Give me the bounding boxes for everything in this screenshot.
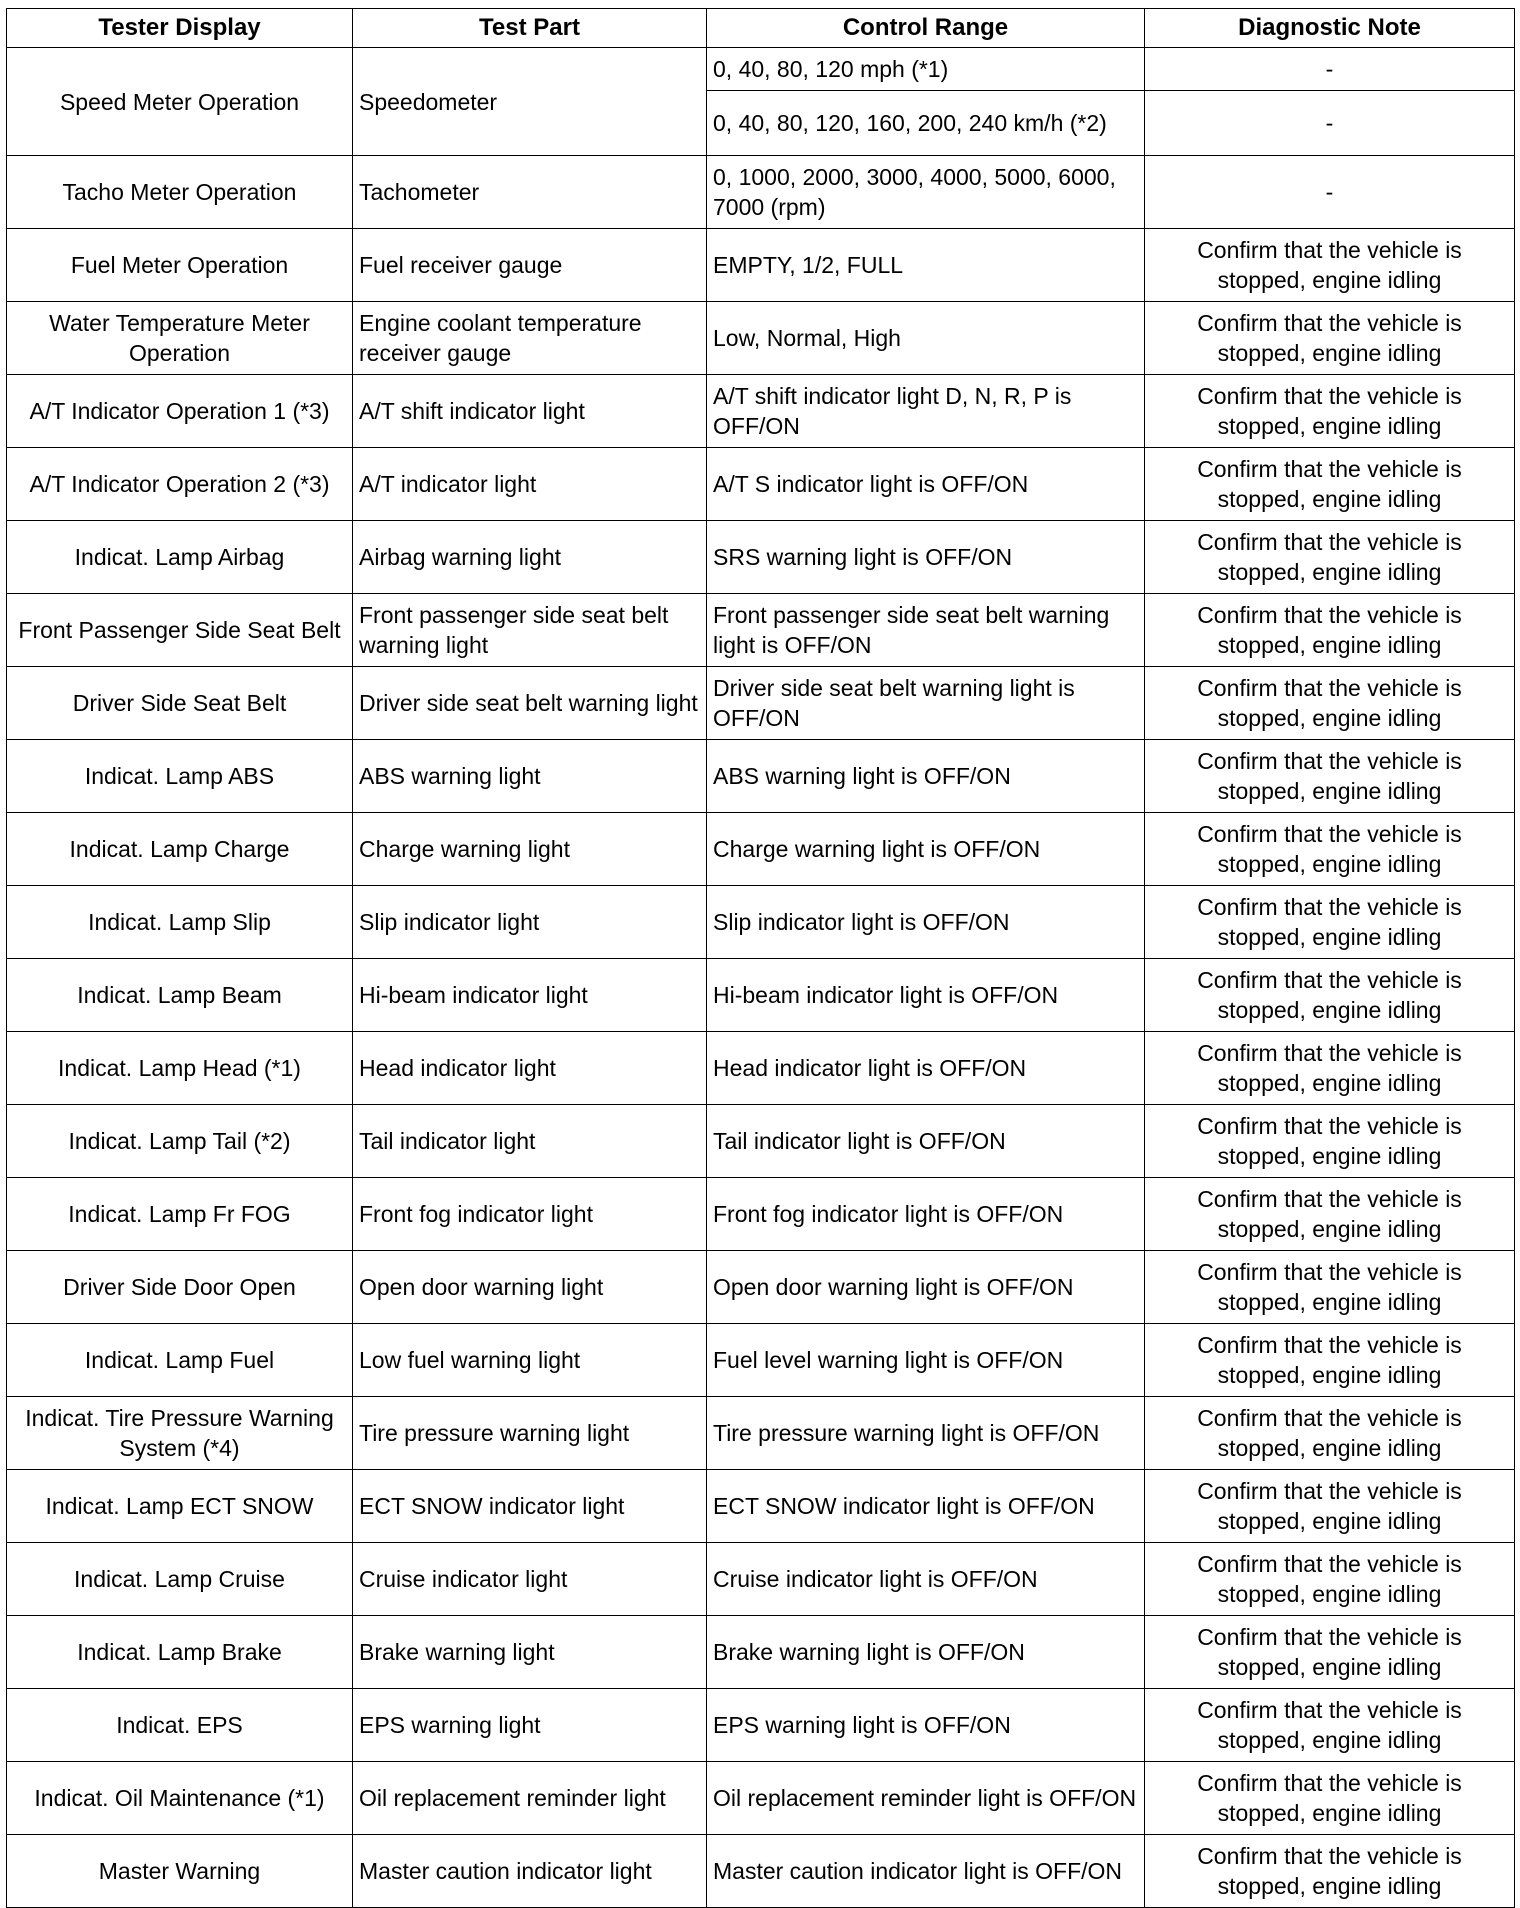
- table-row: [7, 1032, 1515, 1105]
- header-control-range: Control Range: [707, 9, 1145, 48]
- cell-tester-display: Speed Meter Operation: [7, 48, 353, 156]
- cell-test-part: Charge warning light: [353, 813, 707, 886]
- table-row: [7, 667, 1515, 740]
- table-row: [7, 302, 1515, 375]
- cell-test-part: EPS warning light: [353, 1689, 707, 1762]
- cell-diagnostic-note: Confirm that the vehicle is stopped, engine idling: [1145, 1616, 1515, 1689]
- table-row: [7, 156, 1515, 229]
- cell-test-part: A/T indicator light: [353, 448, 707, 521]
- cell-test-part: Engine coolant temperature receiver gauge: [353, 302, 707, 375]
- table-row: [7, 229, 1515, 302]
- cell-control-range: EPS warning light is OFF/ON: [707, 1689, 1145, 1762]
- table-row: [7, 1178, 1515, 1251]
- cell-tester-display: Indicat. Lamp Brake: [7, 1616, 353, 1689]
- cell-test-part: Low fuel warning light: [353, 1324, 707, 1397]
- cell-control-range: Master caution indicator light is OFF/ON: [707, 1835, 1145, 1908]
- cell-control-range: Front fog indicator light is OFF/ON: [707, 1178, 1145, 1251]
- table-row: [7, 375, 1515, 448]
- table-row: [7, 1689, 1515, 1762]
- cell-diagnostic-note: Confirm that the vehicle is stopped, engine idling: [1145, 1762, 1515, 1835]
- cell-tester-display: A/T Indicator Operation 2 (*3): [7, 448, 353, 521]
- cell-tester-display: Indicat. Lamp Fr FOG: [7, 1178, 353, 1251]
- cell-control-range: Tire pressure warning light is OFF/ON: [707, 1397, 1145, 1470]
- table-row: [7, 813, 1515, 886]
- cell-diagnostic-note: Confirm that the vehicle is stopped, engine idling: [1145, 1470, 1515, 1543]
- cell-tester-display: Indicat. Lamp Slip: [7, 886, 353, 959]
- cell-tester-display: Driver Side Seat Belt: [7, 667, 353, 740]
- cell-control-range: A/T S indicator light is OFF/ON: [707, 448, 1145, 521]
- cell-diagnostic-note: -: [1145, 156, 1515, 229]
- cell-control-range: A/T shift indicator light D, N, R, P is OFF/ON: [707, 375, 1145, 448]
- table-row: [7, 886, 1515, 959]
- cell-tester-display: Indicat. Lamp Airbag: [7, 521, 353, 594]
- table-row: [7, 521, 1515, 594]
- cell-tester-display: Front Passenger Side Seat Belt: [7, 594, 353, 667]
- cell-diagnostic-note: Confirm that the vehicle is stopped, engine idling: [1145, 1105, 1515, 1178]
- cell-diagnostic-note: -: [1145, 91, 1515, 156]
- cell-test-part: Brake warning light: [353, 1616, 707, 1689]
- cell-tester-display: A/T Indicator Operation 1 (*3): [7, 375, 353, 448]
- cell-diagnostic-note: Confirm that the vehicle is stopped, engine idling: [1145, 740, 1515, 813]
- cell-test-part: Cruise indicator light: [353, 1543, 707, 1616]
- cell-tester-display: Indicat. Oil Maintenance (*1): [7, 1762, 353, 1835]
- cell-tester-display: Tacho Meter Operation: [7, 156, 353, 229]
- cell-diagnostic-note: Confirm that the vehicle is stopped, engine idling: [1145, 375, 1515, 448]
- cell-control-range: Hi-beam indicator light is OFF/ON: [707, 959, 1145, 1032]
- table-row: [7, 1543, 1515, 1616]
- cell-control-range: Low, Normal, High: [707, 302, 1145, 375]
- cell-tester-display: Indicat. EPS: [7, 1689, 353, 1762]
- header-test-part: Test Part: [353, 9, 707, 48]
- cell-control-range: Cruise indicator light is OFF/ON: [707, 1543, 1145, 1616]
- table-row: [7, 1762, 1515, 1835]
- cell-control-range: ECT SNOW indicator light is OFF/ON: [707, 1470, 1145, 1543]
- table-row: [7, 1835, 1515, 1908]
- cell-test-part: Tachometer: [353, 156, 707, 229]
- cell-diagnostic-note: Confirm that the vehicle is stopped, engine idling: [1145, 1835, 1515, 1908]
- cell-diagnostic-note: Confirm that the vehicle is stopped, engine idling: [1145, 521, 1515, 594]
- cell-control-range: 0, 40, 80, 120 mph (*1): [707, 48, 1145, 91]
- cell-diagnostic-note: Confirm that the vehicle is stopped, engine idling: [1145, 1251, 1515, 1324]
- table-row: [7, 740, 1515, 813]
- cell-diagnostic-note: Confirm that the vehicle is stopped, engine idling: [1145, 886, 1515, 959]
- cell-control-range: Driver side seat belt warning light is OFF/ON: [707, 667, 1145, 740]
- cell-test-part: ECT SNOW indicator light: [353, 1470, 707, 1543]
- cell-diagnostic-note: Confirm that the vehicle is stopped, engine idling: [1145, 667, 1515, 740]
- cell-tester-display: Indicat. Lamp Charge: [7, 813, 353, 886]
- cell-diagnostic-note: Confirm that the vehicle is stopped, engine idling: [1145, 1032, 1515, 1105]
- cell-tester-display: Driver Side Door Open: [7, 1251, 353, 1324]
- cell-diagnostic-note: Confirm that the vehicle is stopped, engine idling: [1145, 1689, 1515, 1762]
- cell-diagnostic-note: -: [1145, 48, 1515, 91]
- cell-tester-display: Indicat. Lamp Fuel: [7, 1324, 353, 1397]
- table-row: [7, 1616, 1515, 1689]
- cell-diagnostic-note: Confirm that the vehicle is stopped, engine idling: [1145, 302, 1515, 375]
- table-row: [7, 48, 1515, 91]
- header-diagnostic-note: Diagnostic Note: [1145, 9, 1515, 48]
- cell-tester-display: Indicat. Lamp Head (*1): [7, 1032, 353, 1105]
- cell-diagnostic-note: Confirm that the vehicle is stopped, engine idling: [1145, 1324, 1515, 1397]
- cell-test-part: Driver side seat belt warning light: [353, 667, 707, 740]
- cell-diagnostic-note: Confirm that the vehicle is stopped, engine idling: [1145, 813, 1515, 886]
- cell-control-range: Charge warning light is OFF/ON: [707, 813, 1145, 886]
- cell-test-part: Front passenger side seat belt warning light: [353, 594, 707, 667]
- cell-control-range: Tail indicator light is OFF/ON: [707, 1105, 1145, 1178]
- cell-control-range: Brake warning light is OFF/ON: [707, 1616, 1145, 1689]
- cell-diagnostic-note: Confirm that the vehicle is stopped, engine idling: [1145, 1178, 1515, 1251]
- table-row: [7, 1470, 1515, 1543]
- table-row: [7, 1251, 1515, 1324]
- cell-diagnostic-note: Confirm that the vehicle is stopped, engine idling: [1145, 959, 1515, 1032]
- cell-tester-display: Indicat. Lamp ECT SNOW: [7, 1470, 353, 1543]
- cell-tester-display: Indicat. Lamp Cruise: [7, 1543, 353, 1616]
- cell-test-part: Airbag warning light: [353, 521, 707, 594]
- cell-control-range: Slip indicator light is OFF/ON: [707, 886, 1145, 959]
- cell-test-part: Open door warning light: [353, 1251, 707, 1324]
- table-row: [7, 1105, 1515, 1178]
- cell-control-range: Fuel level warning light is OFF/ON: [707, 1324, 1145, 1397]
- cell-control-range: 0, 40, 80, 120, 160, 200, 240 km/h (*2): [707, 91, 1145, 156]
- cell-test-part: Head indicator light: [353, 1032, 707, 1105]
- cell-diagnostic-note: Confirm that the vehicle is stopped, engine idling: [1145, 229, 1515, 302]
- cell-control-range: Oil replacement reminder light is OFF/ON: [707, 1762, 1145, 1835]
- cell-test-part: Fuel receiver gauge: [353, 229, 707, 302]
- cell-diagnostic-note: Confirm that the vehicle is stopped, engine idling: [1145, 1543, 1515, 1616]
- cell-control-range: SRS warning light is OFF/ON: [707, 521, 1145, 594]
- table-row: [7, 594, 1515, 667]
- cell-tester-display: Fuel Meter Operation: [7, 229, 353, 302]
- cell-control-range: Front passenger side seat belt warning light is OFF/ON: [707, 594, 1145, 667]
- cell-test-part: Oil replacement reminder light: [353, 1762, 707, 1835]
- cell-diagnostic-note: Confirm that the vehicle is stopped, engine idling: [1145, 1397, 1515, 1470]
- table-row: [7, 448, 1515, 521]
- cell-control-range: Open door warning light is OFF/ON: [707, 1251, 1145, 1324]
- cell-tester-display: Indicat. Lamp Tail (*2): [7, 1105, 353, 1178]
- table-row: [7, 959, 1515, 1032]
- cell-test-part: Speedometer: [353, 48, 707, 156]
- cell-tester-display: Indicat. Lamp Beam: [7, 959, 353, 1032]
- cell-control-range: 0, 1000, 2000, 3000, 4000, 5000, 6000, 7000 (rpm): [707, 156, 1145, 229]
- cell-test-part: Hi-beam indicator light: [353, 959, 707, 1032]
- diagnostic-table: [6, 8, 1515, 1908]
- cell-tester-display: Indicat. Tire Pressure Warning System (*4): [7, 1397, 353, 1470]
- cell-test-part: Front fog indicator light: [353, 1178, 707, 1251]
- cell-test-part: Master caution indicator light: [353, 1835, 707, 1908]
- table-row: [7, 1397, 1515, 1470]
- cell-test-part: Tire pressure warning light: [353, 1397, 707, 1470]
- cell-test-part: A/T shift indicator light: [353, 375, 707, 448]
- cell-diagnostic-note: Confirm that the vehicle is stopped, engine idling: [1145, 594, 1515, 667]
- cell-tester-display: Water Temperature Meter Operation: [7, 302, 353, 375]
- cell-test-part: ABS warning light: [353, 740, 707, 813]
- cell-control-range: EMPTY, 1/2, FULL: [707, 229, 1145, 302]
- cell-control-range: Head indicator light is OFF/ON: [707, 1032, 1145, 1105]
- header-tester-display: Tester Display: [7, 9, 353, 48]
- table-row: [7, 1324, 1515, 1397]
- cell-control-range: ABS warning light is OFF/ON: [707, 740, 1145, 813]
- cell-test-part: Slip indicator light: [353, 886, 707, 959]
- cell-test-part: Tail indicator light: [353, 1105, 707, 1178]
- cell-tester-display: Indicat. Lamp ABS: [7, 740, 353, 813]
- header-row: [7, 9, 1515, 48]
- cell-tester-display: Master Warning: [7, 1835, 353, 1908]
- cell-diagnostic-note: Confirm that the vehicle is stopped, engine idling: [1145, 448, 1515, 521]
